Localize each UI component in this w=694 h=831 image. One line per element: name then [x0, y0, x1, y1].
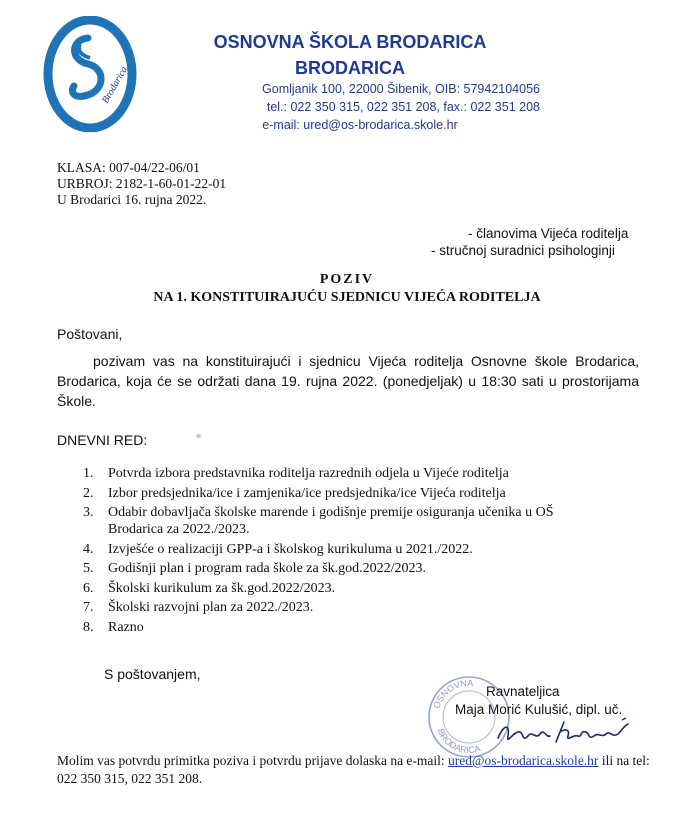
footer-email-link[interactable]: ured@os-brodarica.skole.hr	[448, 753, 599, 768]
school-name: OSNOVNA ŠKOLA BRODARICA	[213, 32, 487, 52]
body-paragraph	[57, 351, 639, 411]
item-text: Školski kurikulum za šk.god.2022/2023.	[108, 580, 336, 596]
closing: S poštovanjem,	[104, 666, 201, 682]
address-line: Gomljanik 100, 22000 Šibenik, OIB: 57942104056	[262, 82, 540, 96]
list-item	[83, 541, 603, 558]
item-number: 3.	[83, 505, 94, 520]
list-item	[83, 599, 603, 616]
item-number: 2.	[83, 485, 94, 501]
handwritten-signature	[494, 716, 634, 752]
item-text: Potvrda izbora predstavnika roditelja razrednih odjela u Vijeće roditelja	[108, 466, 509, 481]
item-number: 6.	[83, 580, 94, 596]
item-number: 7.	[83, 600, 94, 615]
list-item	[83, 485, 603, 502]
item-text: Godišnji plan i program rada škole za šk.god.2022/2023.	[108, 561, 427, 576]
list-item	[83, 560, 603, 577]
email-line: e-mail: ured@os-brodarica.skole.hr	[262, 118, 458, 132]
body-text: pozivam vas na konstituirajući i sjednicu Vijeća roditelja Osnovne škole Brodarica, Brodarica, koja će se održati dana 19. rujna 2022. (ponedjeljak) u 18:30 sati u prostorijama Škole.	[57, 353, 639, 409]
signatory-role: Ravnateljica	[486, 684, 560, 699]
recipient-2: - stručnoj suradnici psihologinji	[431, 243, 615, 258]
item-text: Izbor predsjednika/ice i zamjenika/ice predsjednika/ice Vijeća roditelja	[108, 485, 506, 501]
list-item	[83, 619, 603, 636]
item-text: Razno	[108, 619, 144, 635]
footer-note	[57, 752, 657, 788]
urbroj: URBROJ: 2182-1-60-01-22-01	[57, 176, 227, 191]
item-text: Školski razvojni plan za 2022./2023.	[108, 600, 314, 615]
phone-line: tel.: 022 350 315, 022 351 208, fax.: 022 351 208	[266, 100, 540, 114]
list-item	[83, 465, 603, 482]
stamp-text-top: OSNOVNA	[431, 677, 474, 710]
item-number: 4.	[83, 541, 94, 557]
footer-text-after: ili na tel: 022 350 315, 022 351 208.	[57, 753, 650, 786]
svg-text:Brodarica: Brodarica	[100, 64, 131, 106]
item-text: Odabir dobavljača školske marende i godišnje premije osiguranja učenika u OŠ Brodarica za 2022./2023.	[108, 505, 554, 537]
agenda-heading: DNEVNI RED:	[57, 432, 148, 448]
salutation: Poštovani,	[57, 326, 123, 342]
ink-speck	[196, 434, 201, 438]
klasa: KLASA: 007-04/22-06/01	[57, 160, 200, 175]
document-date: U Brodarici 16. rujna 2022.	[57, 192, 207, 207]
item-number: 1.	[83, 466, 94, 481]
item-number: 5.	[83, 561, 94, 576]
document-subtitle: NA 1. KONSTITUIRAJUĆU SJEDNICU VIJEĆA RODITELJA	[153, 290, 541, 305]
list-item	[83, 580, 603, 597]
list-item	[83, 504, 603, 538]
recipient-1: - članovima Vijeća roditelja	[468, 226, 629, 241]
stamp-text-bottom: BRODARICA	[435, 727, 482, 756]
document-title: POZIV	[319, 272, 375, 287]
school-logo	[40, 16, 140, 132]
signatory-name: Maja Morić Kulušić, dipl. uč.	[455, 702, 623, 717]
item-text: Izvješće o realizaciji GPP-a i školskog kurikuluma u 2021./2022.	[108, 541, 473, 557]
item-number: 8.	[83, 619, 94, 635]
school-city: BRODARICA	[295, 58, 405, 78]
footer-text: Molim vas potvrdu primitka poziva i potvrdu prijave dolaska na e-mail:	[57, 753, 449, 768]
agenda-list	[83, 465, 603, 638]
